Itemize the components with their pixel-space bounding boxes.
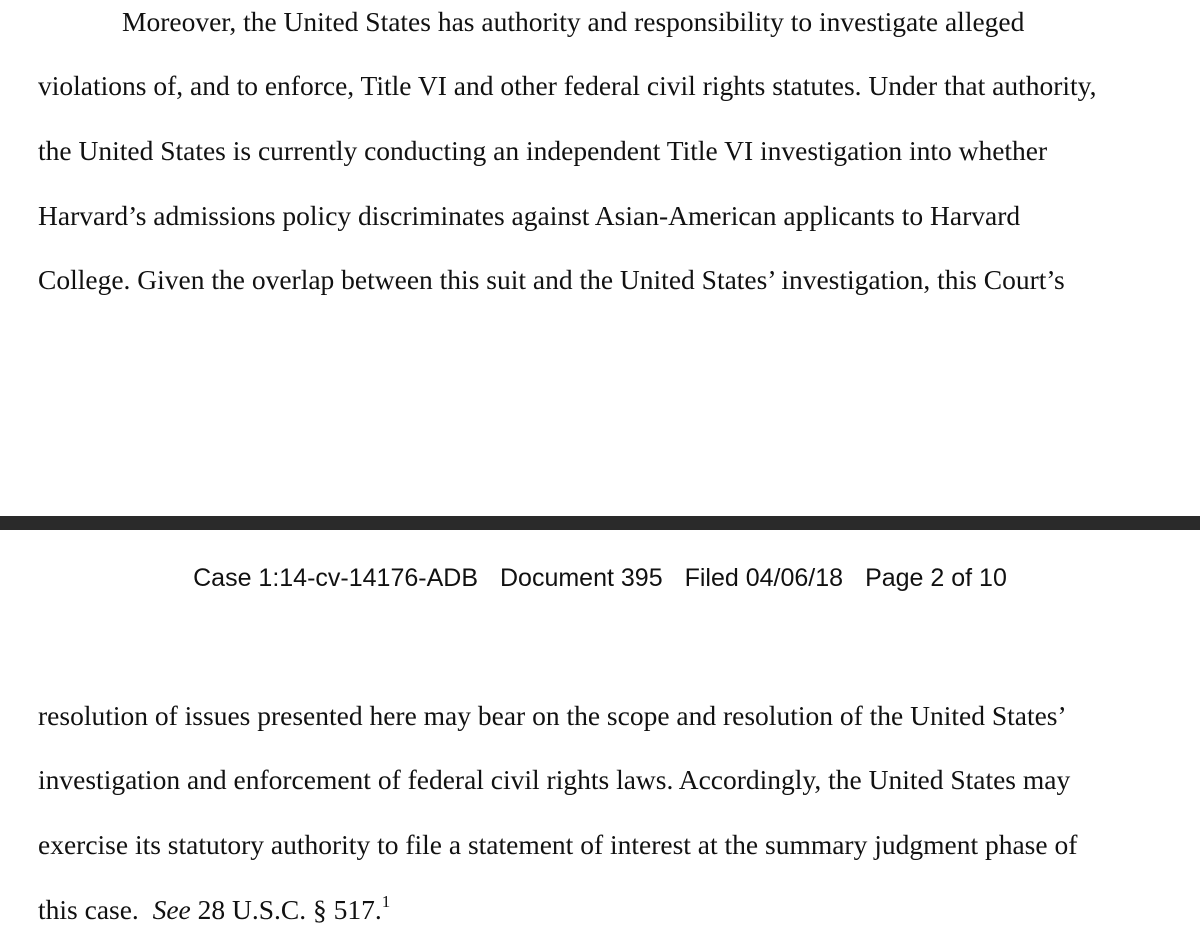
case-number: Case 1:14-cv-14176-ADB bbox=[193, 564, 478, 592]
paragraph-line-8: exercise its statutory authority to file a statement of interest at the summary judgment phase of bbox=[38, 829, 1078, 860]
page-number: Page 2 of 10 bbox=[865, 564, 1007, 592]
paragraph-line-6: resolution of issues presented here may bear on the scope and resolution of the United States’ bbox=[38, 700, 1067, 731]
document-number: Document 395 bbox=[500, 564, 663, 592]
paragraph-line-3: the United States is currently conducting an independent Title VI investigation into whether bbox=[38, 135, 1048, 166]
paragraph-line-1: Moreover, the United States has authority and responsibility to investigate alleged bbox=[122, 6, 1025, 37]
paragraph-line-2: violations of, and to enforce, Title VI and other federal civil rights statutes. Under that authority, bbox=[38, 70, 1097, 101]
paragraph-line-9 bbox=[38, 894, 390, 926]
case-header bbox=[0, 560, 1200, 596]
paragraph-line-5: College. Given the overlap between this suit and the United States’ investigation, this Court’s bbox=[38, 264, 1065, 295]
filed-date: Filed 04/06/18 bbox=[684, 564, 844, 592]
paragraph-line-4: Harvard’s admissions policy discriminates against Asian-American applicants to Harvard bbox=[38, 200, 1021, 231]
last-line-prefix: this case. bbox=[38, 894, 153, 925]
page-break-divider bbox=[0, 516, 1200, 530]
see-signal: See bbox=[152, 894, 191, 925]
statute-citation: 28 U.S.C. § 517. bbox=[190, 894, 382, 925]
footnote-reference[interactable]: 1 bbox=[381, 892, 391, 911]
paragraph-line-7: investigation and enforcement of federal civil rights laws. Accordingly, the United States may bbox=[38, 764, 1071, 795]
